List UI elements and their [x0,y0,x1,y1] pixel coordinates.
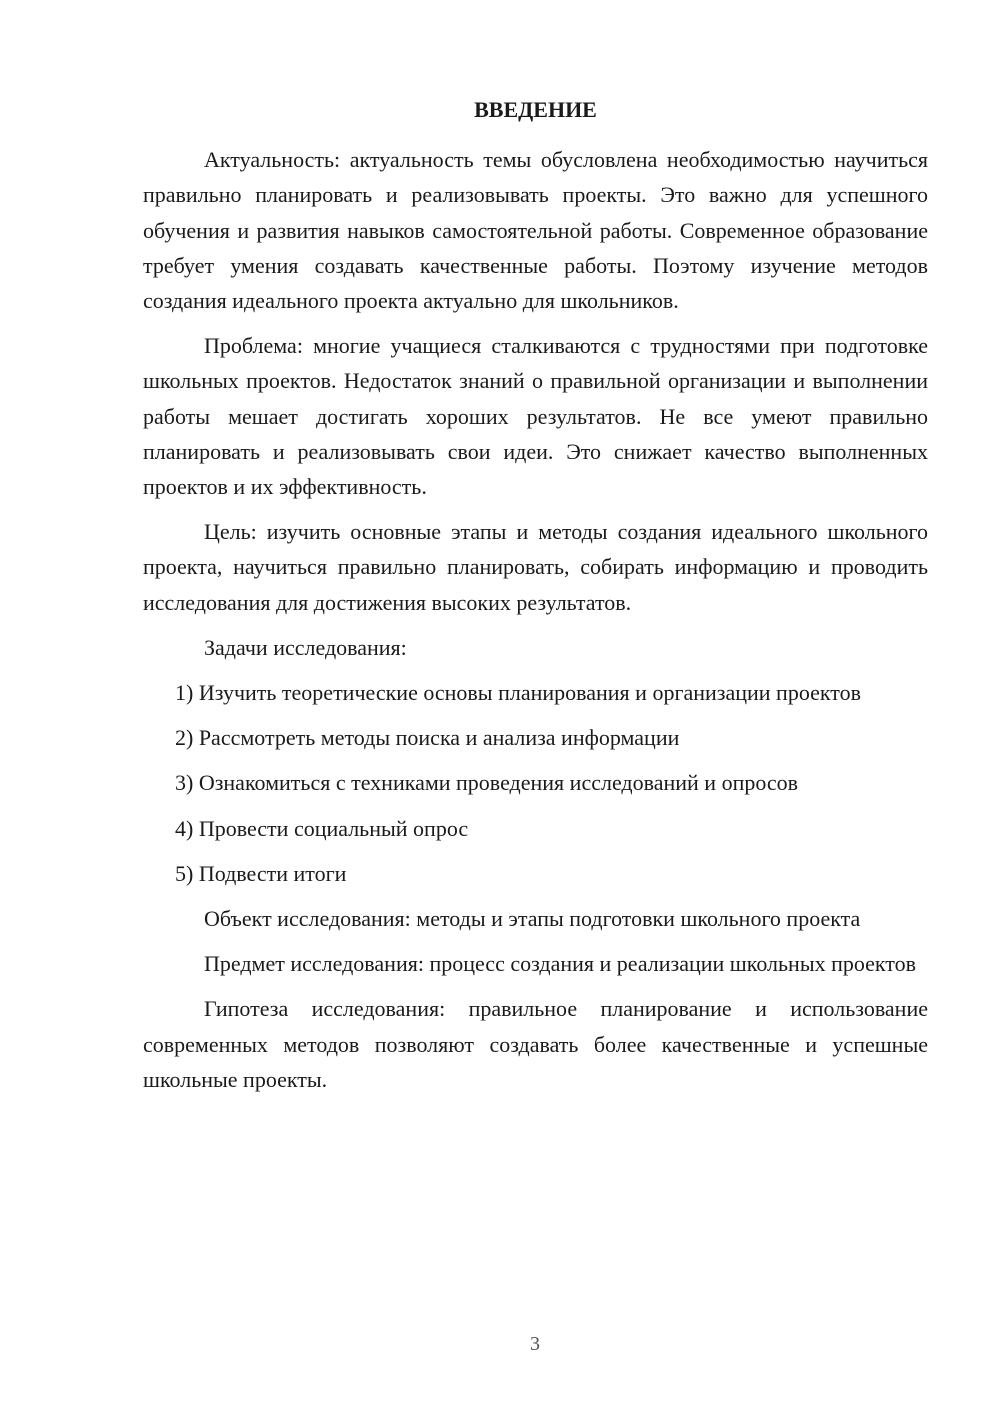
task-item-5: 5) Подвести итоги [175,860,347,886]
subject-paragraph: Предмет исследования: процесс создания и реализации школьных проектов [204,951,917,977]
relevance-paragraph: Актуальность: актуальность темы обусловлена необходимостью научиться правильно планировать и реализовывать проекты. Это важно для успешного обучения и развития навыков самостоятельной работы. Современное образование требует умения создавать качественные работы. Поэтому изучение методов создания идеального проекта актуально для школьников. [143,147,928,314]
task-item-3: 3) Ознакомиться с техниками проведения исследований и опросов [175,770,799,796]
object-paragraph: Объект исследования: методы и этапы подготовки школьного проекта [204,906,861,932]
task-item-2: 2) Рассмотреть методы поиска и анализа информации [175,725,680,751]
problem-paragraph: Проблема: многие учащиеся сталкиваются с трудностями при подготовке школьных проектов. Недостаток знаний о правильной организации и выполнении работы мешает достигать хороших результатов. Не все умеют правильно планировать и реализовывать свои идеи. Это снижает качество выполненных проектов и их эффективность. [143,333,928,500]
document-page [143,92,928,1097]
hypothesis-paragraph: Гипотеза исследования: правильное планирование и использование современных методов позволяют создавать более качественные и успешные школьные проекты. [143,996,928,1092]
task-item-4: 4) Провести социальный опрос [175,815,469,841]
goal-paragraph: Цель: изучить основные этапы и методы создания идеального школьного проекта, научиться правильно планировать, собирать информацию и проводить исследования для достижения высоких результатов. [143,519,928,615]
page-number: 3 [530,1333,540,1355]
task-item-1: 1) Изучить теоретические основы планирования и организации проектов [175,680,861,706]
tasks-heading: Задачи исследования: [204,634,407,660]
section-title: ВВЕДЕНИЕ [474,97,597,122]
